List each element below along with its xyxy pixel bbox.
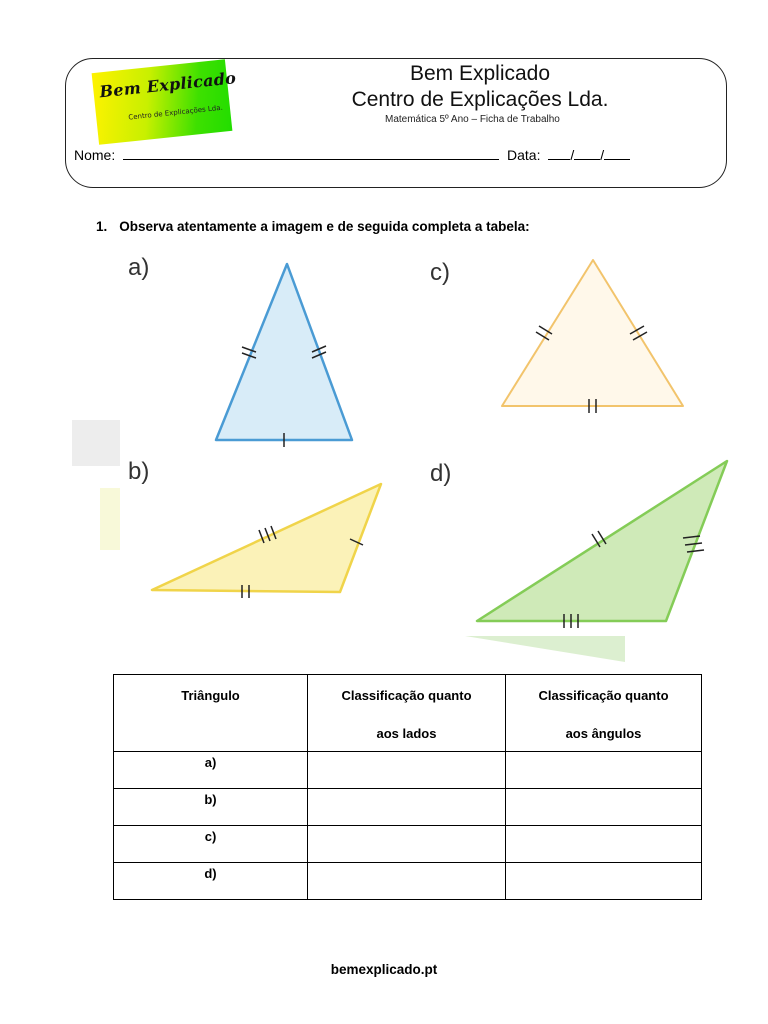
date-month-line[interactable] bbox=[574, 147, 600, 160]
sides-answer-cell[interactable] bbox=[308, 789, 506, 826]
row-label: a) bbox=[114, 752, 308, 789]
angles-answer-cell[interactable] bbox=[506, 752, 702, 789]
name-label: Nome: bbox=[74, 147, 116, 163]
triangles-figure bbox=[0, 240, 768, 670]
sides-answer-cell[interactable] bbox=[308, 863, 506, 900]
triangle-d-label: d) bbox=[430, 460, 452, 487]
triangle-c bbox=[502, 260, 683, 413]
table-row bbox=[114, 752, 702, 789]
header-sides-line1: Classificação quanto bbox=[341, 688, 472, 703]
question bbox=[96, 219, 530, 234]
question-number: 1. bbox=[96, 219, 108, 234]
header-triangle bbox=[114, 675, 308, 752]
date-label: Data: bbox=[507, 147, 541, 163]
header-sides-line2: aos lados bbox=[376, 726, 437, 741]
triangle-b-label: b) bbox=[128, 458, 150, 485]
header-subtitle: Matemática 5º Ano – Ficha de Trabalho bbox=[385, 114, 560, 125]
question-text: Observa atentamente a imagem e de seguida completa a tabela: bbox=[119, 219, 530, 234]
sides-answer-cell[interactable] bbox=[308, 826, 506, 863]
angles-answer-cell[interactable] bbox=[506, 789, 702, 826]
triangle-c-label: c) bbox=[430, 259, 450, 286]
triangle-a-label: a) bbox=[128, 254, 150, 281]
row-label: b) bbox=[114, 789, 308, 826]
header-angles bbox=[506, 675, 702, 752]
row-label: c) bbox=[114, 826, 308, 863]
table-row bbox=[114, 863, 702, 900]
name-date-row: Nome: Data: / / bbox=[74, 147, 630, 163]
header-company: Centro de Explicações Lda. bbox=[351, 88, 609, 111]
date-year-line[interactable] bbox=[604, 147, 630, 160]
header-triangle-label: Triângulo bbox=[181, 688, 240, 703]
triangle-a bbox=[216, 264, 352, 447]
footer-url: bemexplicado.pt bbox=[330, 962, 438, 977]
header-title: Bem Explicado bbox=[409, 62, 551, 85]
header-angles-line2: aos ângulos bbox=[565, 726, 642, 741]
angles-answer-cell[interactable] bbox=[506, 826, 702, 863]
logo bbox=[92, 59, 238, 145]
row-label: d) bbox=[114, 863, 308, 900]
triangle-d bbox=[477, 461, 727, 628]
triangle-b bbox=[152, 484, 381, 598]
name-line[interactable] bbox=[123, 147, 499, 160]
scan-artifact bbox=[72, 420, 120, 466]
date-day-line[interactable] bbox=[548, 147, 570, 160]
scan-artifact bbox=[465, 636, 625, 662]
angles-answer-cell[interactable] bbox=[506, 863, 702, 900]
sides-answer-cell[interactable] bbox=[308, 752, 506, 789]
header-angles-line1: Classificação quanto bbox=[538, 688, 669, 703]
table-header-row bbox=[114, 675, 702, 752]
answer-table bbox=[113, 674, 702, 900]
logo-subtitle: Centro de Explicações Lda. bbox=[128, 103, 224, 122]
table-row bbox=[114, 826, 702, 863]
scan-artifact bbox=[100, 488, 120, 550]
table-row bbox=[114, 789, 702, 826]
logo-title: Bem Explicado bbox=[98, 68, 238, 102]
header-sides bbox=[308, 675, 506, 752]
